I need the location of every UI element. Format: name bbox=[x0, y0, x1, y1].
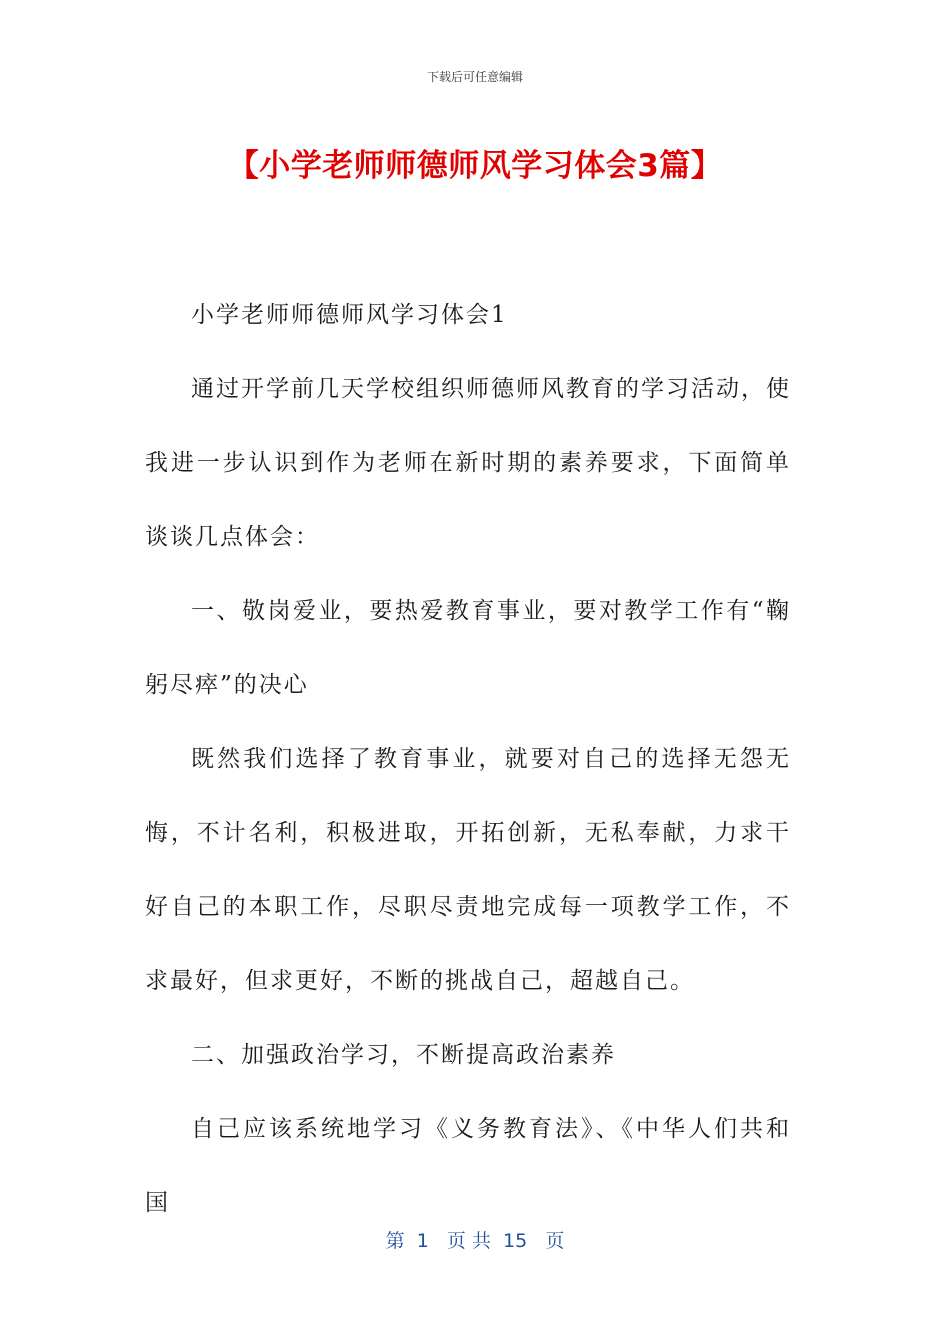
body-paragraph: 既然我们选择了教育事业，就要对自己的选择无怨无悔，不计名利，积极进取，开拓创新，无私奉献，力求干好自己的本职工作，尽职尽责地完成每一项教学工作，不求最好，但求更好，不断的挑战自己，超越自己。 bbox=[145, 746, 791, 994]
document-body bbox=[145, 278, 791, 1240]
document-title: 【小学老师师德师风学习体会3篇】 bbox=[227, 148, 723, 184]
body-paragraph: 自己应该系统地学习《义务教育法》、《中华人们共和国 bbox=[145, 1116, 791, 1216]
section-heading: 一、敬岗爱业，要热爱教育事业，要对教学工作有“鞠躬尽瘁”的决心 bbox=[145, 598, 791, 698]
section-heading: 二、加强政治学习，不断提高政治素养 bbox=[191, 1042, 616, 1068]
header-note: 下载后可任意编辑 bbox=[426, 70, 523, 84]
page-number-footer: 第 1 页 共 15 页 bbox=[385, 1230, 565, 1252]
body-paragraph: 通过开学前几天学校组织师德师风教育的学习活动，使我进一步认识到作为老师在新时期的素养要求，下面简单谈谈几点体会： bbox=[145, 376, 791, 550]
section-heading: 小学老师师德师风学习体会1 bbox=[191, 302, 508, 328]
